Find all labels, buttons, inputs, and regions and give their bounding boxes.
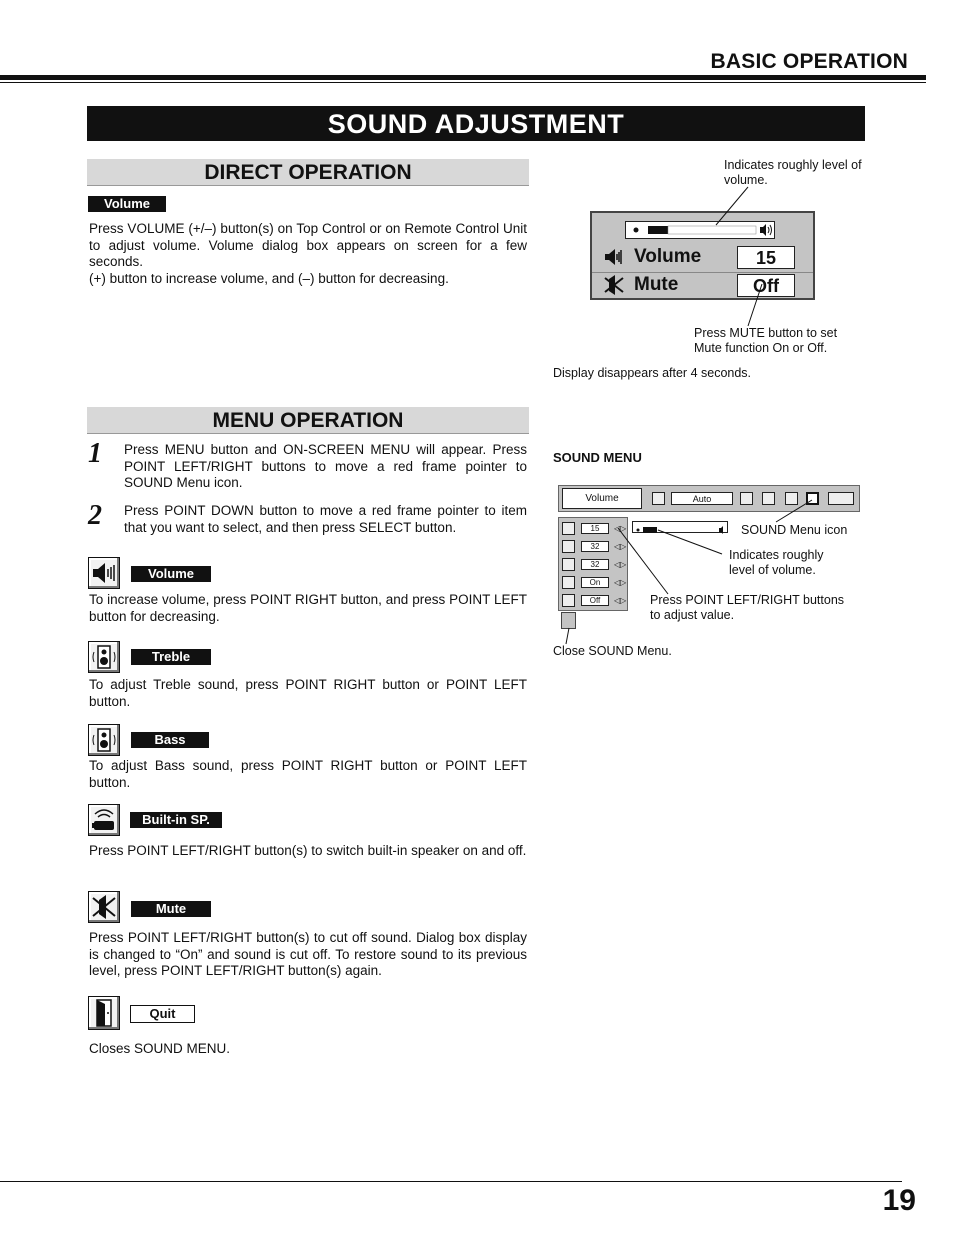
left-right-arrows-icon: ◁▷	[614, 596, 627, 605]
step-1-number: 1	[88, 438, 102, 469]
menu-operation-heading: MENU OPERATION	[87, 407, 529, 434]
callout-close-menu: Close SOUND Menu.	[553, 644, 672, 658]
menu-auto-value: Auto	[671, 492, 733, 505]
step-2-number: 2	[88, 500, 102, 531]
submenu-builtin-value: On	[581, 577, 609, 588]
bass-item-text: To adjust Bass sound, press POINT RIGHT button or POINT LEFT button.	[89, 758, 527, 790]
left-right-arrows-icon: ◁▷	[614, 524, 627, 533]
submenu-mute-value: Off	[581, 595, 609, 606]
menu-selected-item: Volume	[562, 488, 642, 509]
dialog-volume-label: Volume	[634, 246, 702, 267]
treble-item-tag: Treble	[131, 649, 211, 665]
volume-item-text: To increase volume, press POINT RIGHT button, and press POINT LEFT button for decreasing.	[89, 592, 527, 624]
builtin-sp-item-tag: Built-in SP.	[130, 812, 222, 828]
page-title: SOUND ADJUSTMENT	[87, 106, 865, 141]
volume-tag: Volume	[88, 196, 166, 212]
callout-mute: Press MUTE button to set Mute function On or Off.	[694, 326, 838, 355]
callout-sound-menu-icon: SOUND Menu icon	[741, 523, 848, 537]
page-number: 19	[882, 1184, 916, 1217]
display-note: Display disappears after 4 seconds.	[553, 366, 752, 380]
left-right-arrows-icon: ◁▷	[614, 560, 627, 569]
builtin-speaker-icon	[88, 804, 120, 836]
callout-volume-level: Indicates roughly level of volume.	[724, 158, 862, 187]
callout-adjust-value: Press POINT LEFT/RIGHT buttons to adjust value.	[650, 593, 845, 622]
door-icon	[88, 996, 120, 1030]
bass-speaker-icon	[88, 724, 120, 756]
callout-submenu-level: Indicates roughly level of volume.	[729, 548, 824, 577]
step-2-text: Press POINT DOWN button to move a red frame pointer to item that you want to select, and then press SELECT button.	[124, 503, 527, 535]
volume-item-tag: Volume	[131, 566, 211, 582]
submenu-bass-value: 32	[581, 559, 609, 570]
mute-icon	[88, 891, 120, 923]
builtin-sp-item-text: Press POINT LEFT/RIGHT button(s) to switch built-in speaker on and off.	[89, 843, 527, 858]
quit-item-tag: Quit	[130, 1005, 195, 1023]
mute-item-tag: Mute	[131, 901, 211, 917]
section-title: BASIC OPERATION	[710, 50, 908, 73]
footer-rule	[0, 1181, 902, 1182]
left-right-arrows-icon: ◁▷	[614, 578, 627, 587]
mute-item-text: Press POINT LEFT/RIGHT button(s) to cut off sound. Dialog box display is changed to “On” and sound is cut off. To restore sound to its previous level, press POINT LEFT/RIGHT button(s) again.	[89, 930, 527, 979]
direct-text-2: (+) button to increase volume, and (–) button for decreasing.	[89, 270, 449, 286]
treble-item-text: To adjust Treble sound, press POINT RIGHT button or POINT LEFT button.	[89, 677, 527, 709]
sound-menu-title: SOUND MENU	[553, 450, 642, 465]
direct-operation-heading: DIRECT OPERATION	[87, 159, 529, 186]
dialog-mute-value: Off	[737, 274, 795, 297]
direct-text-1: Press VOLUME (+/–) button(s) on Top Control or on Remote Control Unit to adjust volume. Volume dialog box appears on screen for a few seconds.	[89, 221, 527, 270]
bass-item-tag: Bass	[131, 732, 209, 748]
step-1-text: Press MENU button and ON-SCREEN MENU will appear. Press POINT LEFT/RIGHT buttons to move a red frame pointer to SOUND Menu icon.	[124, 442, 527, 490]
dialog-volume-value: 15	[737, 246, 795, 269]
quit-item-text: Closes SOUND MENU.	[89, 1041, 231, 1056]
submenu-volume-value: 15	[581, 523, 609, 534]
dialog-mute-label: Mute	[634, 274, 679, 295]
left-right-arrows-icon: ◁▷	[614, 542, 627, 551]
submenu-treble-value: 32	[581, 541, 609, 552]
